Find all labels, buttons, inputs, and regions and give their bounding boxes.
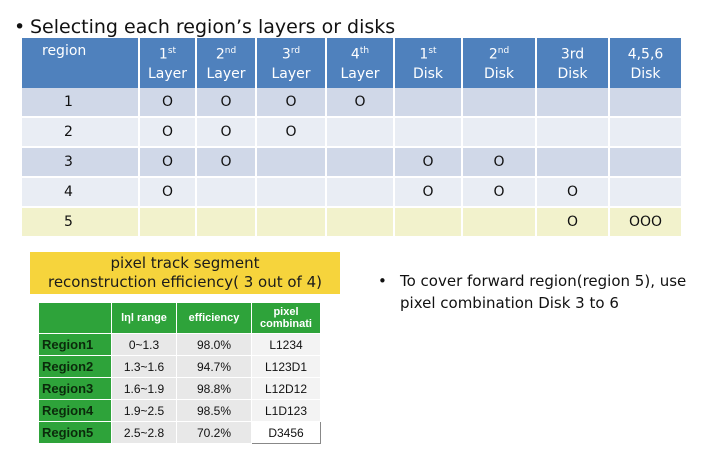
table-cell: L1234 <box>252 334 321 356</box>
table-cell <box>610 118 681 148</box>
table-cell: L123D1 <box>252 356 321 378</box>
table-cell <box>197 178 255 208</box>
table-row <box>22 148 681 178</box>
header-cell: 4th Layer <box>327 38 393 88</box>
slide-title-text: Selecting each region’s layers or disks <box>30 16 396 38</box>
table-cell <box>610 178 681 208</box>
table-cell: 4 <box>22 178 138 208</box>
table-cell: 70.2% <box>177 422 252 444</box>
table-cell: 0~1.3 <box>112 334 177 356</box>
table-cell: O <box>197 88 255 118</box>
header-cell: 3rd Layer <box>257 38 325 88</box>
table-cell: O <box>197 148 255 178</box>
header-cell: pixel combinati <box>252 303 321 334</box>
table-cell <box>257 208 325 238</box>
efficiency-row <box>39 400 321 422</box>
table-cell <box>537 118 608 148</box>
table-cell: O <box>395 178 461 208</box>
table-cell: O <box>140 148 195 178</box>
header-cell: 3rd Disk <box>537 38 608 88</box>
table-cell <box>327 178 393 208</box>
table-cell: 1.9~2.5 <box>112 400 177 422</box>
region-label: Region1 <box>39 334 112 356</box>
bullet-icon: • <box>378 272 387 290</box>
table-cell: OOO <box>610 208 681 238</box>
efficiency-row <box>39 334 321 356</box>
table-cell <box>537 88 608 118</box>
efficiency-row <box>39 422 321 444</box>
table-cell: 3 <box>22 148 138 178</box>
table-cell: D3456 <box>252 422 321 444</box>
table-cell <box>610 88 681 118</box>
table-cell: 1.6~1.9 <box>112 378 177 400</box>
table-cell: L1D123 <box>252 400 321 422</box>
efficiency-row <box>39 378 321 400</box>
table-cell: L12D12 <box>252 378 321 400</box>
region-label: Region5 <box>39 422 112 444</box>
efficiency-title-line1: pixel track segment <box>110 254 260 272</box>
table-cell: O <box>537 178 608 208</box>
region-label: Region3 <box>39 378 112 400</box>
header-cell: 2nd Layer <box>197 38 255 88</box>
efficiency-row <box>39 356 321 378</box>
table-cell: O <box>463 178 535 208</box>
table-cell <box>140 208 195 238</box>
table-cell <box>327 208 393 238</box>
region-layer-disk-table <box>20 38 683 238</box>
header-cell: region <box>22 38 138 88</box>
table-cell: 98.0% <box>177 334 252 356</box>
bullet-icon: • <box>14 16 26 38</box>
table-cell <box>257 178 325 208</box>
header-cell: lηl range <box>112 303 177 334</box>
table-cell: 5 <box>22 208 138 238</box>
efficiency-table <box>38 302 321 444</box>
header-cell: 2nd Disk <box>463 38 535 88</box>
table-cell: 98.5% <box>177 400 252 422</box>
table-cell <box>610 148 681 178</box>
table-cell: O <box>257 88 325 118</box>
table-cell <box>537 148 608 178</box>
region-label: Region4 <box>39 400 112 422</box>
header-cell: 1st Layer <box>140 38 195 88</box>
slide-title <box>14 16 395 38</box>
efficiency-title-banner <box>30 252 340 294</box>
efficiency-title-line2: reconstruction efficiency( 3 out of 4) <box>47 273 322 291</box>
table-cell: O <box>327 88 393 118</box>
table-cell: 2.5~2.8 <box>112 422 177 444</box>
table-cell <box>327 118 393 148</box>
table-cell <box>197 208 255 238</box>
table-cell: O <box>140 118 195 148</box>
table-cell: 2 <box>22 118 138 148</box>
table-header-row <box>22 38 681 88</box>
header-cell <box>39 303 112 334</box>
table-cell <box>327 148 393 178</box>
table-row <box>22 88 681 118</box>
table-cell: O <box>257 118 325 148</box>
note-text: To cover forward region(region 5), use pixel combination Disk 3 to 6 <box>400 272 687 312</box>
table-cell: 94.7% <box>177 356 252 378</box>
table-cell: O <box>395 148 461 178</box>
table-cell: 98.8% <box>177 378 252 400</box>
table-cell: O <box>140 178 195 208</box>
table-row-highlighted <box>22 208 681 238</box>
table-cell <box>257 148 325 178</box>
table-cell: O <box>140 88 195 118</box>
table-cell <box>395 208 461 238</box>
table-row <box>22 178 681 208</box>
table-cell <box>395 88 461 118</box>
table-cell: O <box>537 208 608 238</box>
table-cell: 1 <box>22 88 138 118</box>
table-row <box>22 118 681 148</box>
header-cell: efficiency <box>177 303 252 334</box>
efficiency-header-row <box>39 303 321 334</box>
table-cell <box>395 118 461 148</box>
region-label: Region2 <box>39 356 112 378</box>
table-cell <box>463 118 535 148</box>
table-cell <box>463 208 535 238</box>
table-cell: O <box>463 148 535 178</box>
header-cell: 1st Disk <box>395 38 461 88</box>
header-cell: 4,5,6 Disk <box>610 38 681 88</box>
table-cell <box>463 88 535 118</box>
table-cell: 1.3~1.6 <box>112 356 177 378</box>
note-bullet <box>378 270 698 314</box>
table-cell: O <box>197 118 255 148</box>
